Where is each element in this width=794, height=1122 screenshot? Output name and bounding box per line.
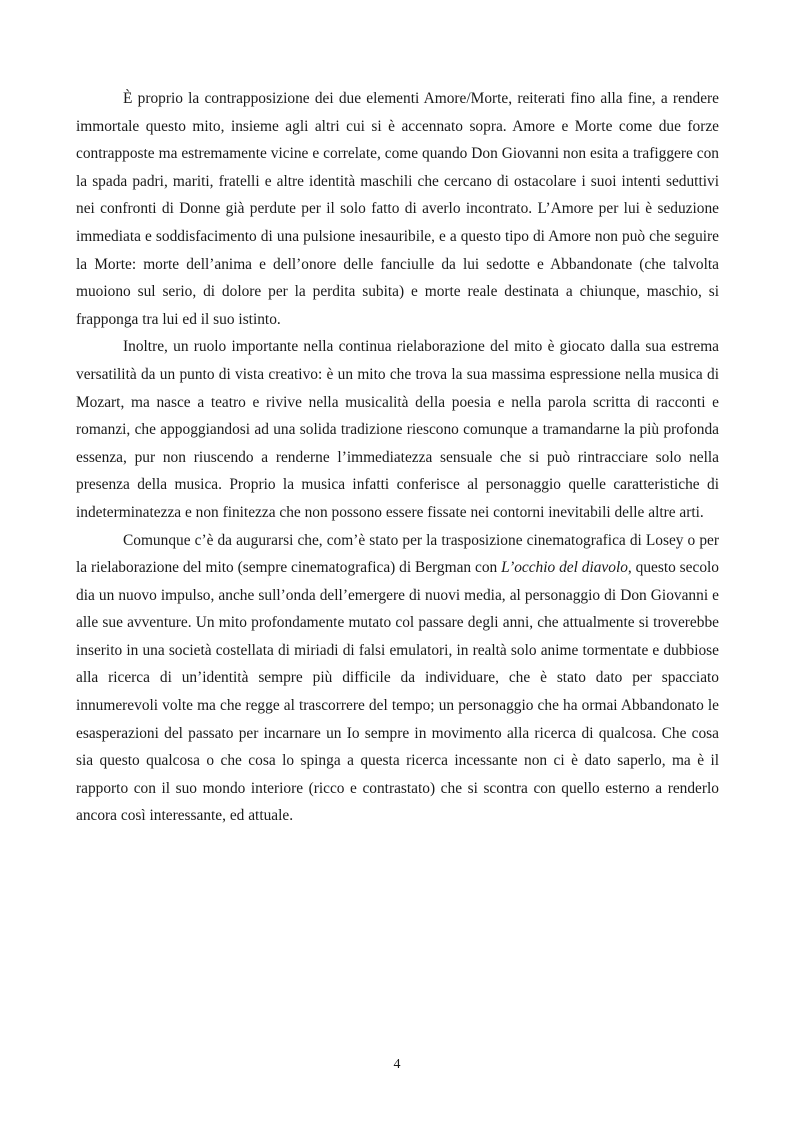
document-body (76, 85, 719, 830)
paragraph-2: Inoltre, un ruolo importante nella continua rielaborazione del mito è giocato dalla sua estrema versatilità da un punto di vista creativo: è un mito che trova la sua massima espressione nella musica di Mozart, ma nasce a teatro e rivive nella musicalità della poesia e nella parola scritta di racconti e romanzi, che appoggiandosi ad una solida tradizione riescono comunque a tramandarne la più profonda essenza, pur non riuscendo a renderne l’immediatezza sensuale che si può rintracciare solo nella presenza della musica. Proprio la musica infatti conferisce al personaggio quelle caratteristiche di indeterminatezza e non finitezza che non possono essere fissate nei contorni inevitabili delle altre arti. (76, 338, 719, 521)
paragraph-3-text-start: Comunque c’è da augurarsi che, com’è stato per la trasposizione cinematografica di Losey o per la rielaborazione del mito (sempre cinematografica) di Bergman con (76, 531, 719, 577)
paragraph-3 (76, 527, 719, 831)
film-title: L’occhio del diavolo (501, 559, 628, 577)
paragraph-3-text-end: , questo secolo dia un nuovo impulso, anche sull’onda dell’emergere di nuovi media, al personaggio di Don Giovanni e alle sue avventure. Un mito profondamente mutato col passare degli anni, che attualmente si troverebbe inserito in una società costellata di miriadi di falsi emulatori, in realtà solo anime tormentate e dubbiose alla ricerca di un’identità sempre più difficile da individuare, che è stato dato per spacciato innumerevoli volte ma che regge al trascorrere del tempo; un personaggio che ha ormai Abbandonato le esasperazioni del passato per incarnare un Io sempre in movimento alla ricerca di qualcosa. Che cosa sia questo qualcosa o che cosa lo spinga a questa ricerca incessante non ci è dato saperlo, ma è il rapporto con il suo mondo interiore (ricco e contrastato) che si scontra con quello esterno a renderlo ancora così interessante, ed attuale. (76, 559, 719, 825)
page-number: 4 (393, 1057, 401, 1072)
paragraph-1: È proprio la contrapposizione dei due elementi Amore/Morte, reiterati fino alla fine, a rendere immortale questo mito, insieme agli altri cui si è accennato sopra. Amore e Morte come due forze contrapposte ma estremamente vicine e correlate, come quando Don Giovanni non esita a trafiggere con la spada padri, mariti, fratelli e altre identità maschili che cercano di ostacolare i suoi intenti seduttivi nei confronti di Donne già perdute per il solo fatto di averlo incontrato. L’Amore per lui è seduzione immediata e soddisfacimento di una pulsione inesauribile, e a questo tipo di Amore non può che seguire la Morte: morte dell’anima e dell’onore delle fanciulle da lui sedotte e Abbandonate (che talvolta muoiono sul serio, di dolore per la perdita subita) e morte reale destinata a chiunque, maschio, si frapponga tra lui ed il suo istinto. (76, 90, 719, 328)
